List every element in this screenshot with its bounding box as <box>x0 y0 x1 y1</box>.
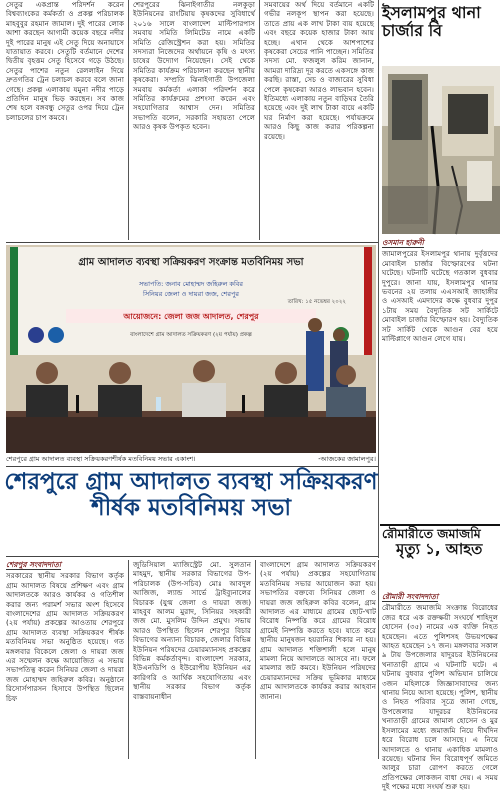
section-divider <box>6 556 378 557</box>
sherpur-column-1-text: সরকারের স্থানীয় সরকার বিভাগ কর্তৃক গ্রাম আদালত বিষয়ে প্রশিক্ষণ এবং গ্রাম আদালতকে আরও কার্যকর ও গতিশীল করার জন্য পরামর্শ সভার অংশ হিসেবে বাংলাদেশের গ্রাম আদালত সক্রিয়করণ (২য় পর্যায়) প্রকল্পের আওতায় শেরপুরে গ্রাম আদালত ব্যবস্থা সক্রিয়করণ শীর্ষক মতবিনিময় সভা অনুষ্ঠিত হয়েছে। গত মঙ্গলবার বিকেলে জেলা ও দায়রা জজ এর সম্মেলন কক্ষে আয়োজিত এ সভায় সভাপতিত্ব করেন সিনিয়র জেলা ও দায়রা জজ মোহাম্মদ জহিরুল কবির। অনুষ্ঠানে রিসোর্সপারসন হিসাবে উপস্থিত ছিলেন চিফ <box>6 571 124 703</box>
sherpur-column-2 <box>133 560 251 759</box>
column-divider <box>255 560 256 759</box>
sherpur-column-1 <box>6 560 124 759</box>
top-article-column-3-text: সমবায়ের অর্থ দিয়ে বর্তমানে একটি গভীর নলকূপ স্থাপন করা হয়েছে। তাতে প্রায় এক লাখ টাকা ব্যয় হয়েছে এবং বছরে কয়েক হাজার টাকা আয় হচ্ছে। এখান থেকে আশপাশের কৃষকেরা সেচের পানি পাচ্ছেন। সমিতির সদস্য মো. ফজলুল করিম জানান, আমরা দারিদ্র্য দূর করতে একসঙ্গে কাজ করছি। রাস্তা, সেচ ও বাজারের সুবিধা পেলে কৃষকেরা আরও লাভবান হবেন। ইতিমধ্যে এলাকায় নতুন বাড়িঘর তৈরি হয়েছে এবং দুই লাখ টাকা ব্যয়ে একটি ঘর নির্মাণ করা হয়েছে। পর্যায়ক্রমে আরও কিছু কাজ করার পরিকল্পনা রয়েছে। <box>264 0 375 141</box>
rowmari-headline <box>382 527 500 589</box>
islampur-author: ওসমান হারুনী <box>382 238 424 247</box>
islampur-body <box>382 238 498 522</box>
rowmari-body <box>382 592 498 792</box>
sherpur-column-3-text: বাংলাদেশে গ্রাম আদালত সক্রিয়করণ (২য় পর্যায়) প্রকল্পের সহযোগিতায় মতবিনিময় সভার আয়োজন করা হয়। সভাপতির বক্তব্যে সিনিয়র জেলা ও দায়রা জজ জহিরুল কবির বলেন, গ্রাম আদালত এর মাধ্যমে গ্রামের ছোট-খাট বিরোধ নিষ্পত্তি করে গ্রামের বিরোধ গ্রামেই নিষ্পত্তি করতে হবে। যাতে করে স্থানীয় মানুষজন হয়রানির শিকার না হয়। গ্রাম আদালত শক্তিশালী হলে মানুষ মামলা নিয়ে আদালতে আসবে না। ফলে মামলার জট কমবে। ইউনিয়ন পরিষদের চেয়ারম্যানদের সক্রিয় ভূমিকার মাধ্যমে গ্রাম আদালতকে কার্যকর করার আহবান জানান। <box>260 560 376 701</box>
islampur-body-text: জামালপুরের ইসলামপুর থানায় দুর্বৃত্তদের মোবাইল চার্জার বিস্ফোরণের ঘটনা ঘটেছে। ঘটনাটি ঘটেছে গতকাল বুধবার দুপুরে। জানা যায়, ইসলামপুর থানার ভবনের ২য় তলায় এএসআই জাহাঙ্গীর ও এসআই এমদাদের কক্ষে বুধবার দুপুর ১টায় সময় বৈদ্যুতিক সট সার্কিটে মোবাইল চার্জার বিস্ফোরণ হয়। বৈদ্যুতিক সট সার্কিট থেকে আগুন বের হয়ে মাল্টিপ্লাগে আগুন লেগে যায়। <box>382 249 498 344</box>
section-divider <box>6 242 378 243</box>
islampur-headline: ইসলামপুর থানা চার্জার বি <box>382 3 481 40</box>
sherpur-author: শেরপুর সংবাদদাতা <box>6 560 62 569</box>
sherpur-column-2-text: জুডিসিয়াল ম্যাজিস্ট্রেট মো. সুলতান মাহমুদ, স্থানীয় সরকার বিভাগের উপ-পরিচালক (উপ-সচিব) মোঃ আবদুল আজিজ, ল্যান্ড সার্ভে ট্রাইব্যুনালের বিচারক (যুগ্ম জেলা ও দায়রা জজ) মাহবুব আলম মুরাদ, সিনিয়র সহকারী জজ মো. মুসলিম উদ্দিন প্রমুখ। সভায় আরও উপস্থিত ছিলেন শেরপুর বিচার বিভাগের অন্যান্য বিচারক, জেলার বিভিন্ন ইউনিয়ন পরিষদের চেয়ারম্যানসহ প্রকল্পের বিভিন্ন কর্মকর্তাবৃন্দ। বাংলাদেশ সরকার, ইউএনডিপি ও ইউরোপীয় ইউনিয়ন এর কারিগরি ও আর্থিক সহযোগিতায় এবং স্থানীয় সরকার বিভাগ কর্তৃক বাস্তবায়নাধীন <box>133 560 251 701</box>
banner-organizer: আয়োজনে: জেলা জজ আদালত, শেরপুর <box>123 312 259 321</box>
banner-chair: সভাপতি: জনাব মোহাম্মদ জহিরুল কবির <box>138 280 244 288</box>
photo-caption <box>6 455 376 464</box>
banner-chair-title: সিনিয়র জেলা ও দায়রা জজ, শেরপুর <box>143 290 239 298</box>
rowmari-body-text: রৌমারীতে জমাজমি সংক্রান্ত বিরোধের জের ধরে এক রক্তক্ষয়ী সংঘর্ষে শাহিদুল হোসেন (৩৫) নামের এক ব্যক্তি নিহত হয়েছেন। এতে পুলিশসহ উভয়পক্ষের আহত হয়েছেন ১৭ জন। মঙ্গলবার সকাল ৯ টায় উপজেলার যাদুরচর ইউনিয়নের খনাতাড়ী গ্রামে এ ঘটনাটি ঘটে। এ ঘটনায় বুধবার পুলিশ অভিযান চালিয়ে ৩জন মহিলাকে জিজ্ঞাসাবাদের জন্য থানায় নিয়ে আসা হয়েছে। পুলিশ, স্থানীয় ও নিহত পরিবার সূত্রে জানা গেছে, উপজেলার যাদুরচর ইউনিয়নের খনাতাড়ী গ্রামের জামাল হোসেন ও মুর ইসলামের মধ্যে জমাজমি নিয়ে দীর্ঘদিন ধরে বিরোধ চলে আসছে। এ নিয়ে আদালতে ও থানায় একাধিক মামলাও রয়েছে। ঘটনার দিন বিরোধপূর্ণ জমিতে আলুর চারা রোপণ করতে গেলে প্রতিপক্ষের লোকজন বাধা দেয়। এ সময় দুই পক্ষের মধ্যে সংঘর্ষ শুরু হয়। <box>382 603 498 792</box>
banner-project: বাংলাদেশে গ্রাম আদালত সক্রিয়করণ (২য় পর্যায়) প্রকল্প <box>130 332 252 338</box>
banner-title: গ্রাম আদালত ব্যবস্থা সক্রিয়করণ সংক্রান্ত মতবিনিময় সভা <box>78 257 304 268</box>
photo-caption-text: শেরপুরে গ্রাম আদালত ব্যবস্থা সক্রিয়করণশীর্ষক মতবিনিময় সভার একাংশ। <box>6 455 196 463</box>
column-divider <box>378 560 379 759</box>
photo-credit: -আজকের জামালপুর। <box>318 455 376 463</box>
top-article-column-2 <box>133 0 255 240</box>
sherpur-headline-line-2: শীর্ষক মতবিনিময় সভা <box>90 494 291 521</box>
top-article-column-2-text: শেরপুরের ঝিনাইগাতীর নলকুড়া ইউনিয়নের রাংটিয়ায় কৃষকদের সুবিধার্থে ২০১৬ সালে বাংলাদেশ মাল্টিপারপাস সমবায় সমিতি লিমিটেড নামে একটি সমিতি রেজিস্ট্রেশন করা হয়। সমিতির সদস্যরা নিজেদের অর্থায়নে কৃষি ও মৎস্য চাষের উদ্যোগ নিয়েছেন। সেই থেকে সমিতির কার্যক্রম পরিচালনা করছেন স্থানীয় কৃষকেরা। সম্প্রতি ঝিনাইগাতী উপজেলা সমবায় কর্মকর্তা এলাকা পরিদর্শন করে সমিতির কার্যক্রমের প্রশংসা করেন এবং সহযোগিতার আশ্বাস দেন। সমিতির সভাপতি বলেন, সরকারি সহায়তা পেলে আরও কৃষক উপকৃত হবেন। <box>133 0 255 132</box>
sherpur-headline <box>4 470 378 556</box>
section-divider <box>6 466 378 467</box>
top-article-column-1 <box>6 0 124 240</box>
sherpur-meeting-photo <box>6 245 376 453</box>
islampur-photo <box>382 66 500 234</box>
column-divider <box>128 0 129 240</box>
column-divider <box>259 0 260 240</box>
column-divider <box>128 560 129 759</box>
top-article-column-1-text: সেতুর একপ্রান্ত পরিদর্শন করেন বিশ্বব্যাংকের কর্মকর্তা ও প্রকল্প পরিচালক মাহবুবুর রহমান জামাল। দুই পারের লোক আশা করছেন আগামী কয়েক বছরে নদীর দুই পারের মানুষ এই সেতু দিয়ে অনায়াসে যাতায়াত করবে। সেতুটি বর্তমানে দেশের দ্বিতীয় বৃহত্তম সেতু হিসেবে গড়ে উঠছে। সেতুর পাশের নতুন রেললাইন দিয়ে দ্রুতগতির ট্রেন চলাচল করবে বলে জানা গেছে। প্রকল্প এলাকায় যমুনা নদীর পাড়ে প্রতিদিন মানুষ ভিড় করছেন। সব কাজ শেষ হলে বঙ্গবন্ধু সেতুর ওপর দিয়ে ট্রেন চলাচলের চাপ কমবে। <box>6 0 124 122</box>
top-article-column-3 <box>264 0 374 240</box>
rowmari-headline-line-2: মৃত্যু ১, আহত <box>396 540 483 558</box>
sherpur-column-3 <box>260 560 376 759</box>
sherpur-headline-line-1: শেরপুরে গ্রাম আদালত ব্যবস্থা সক্রিয়করণ <box>4 469 378 495</box>
banner-date: তারিখ: ১৫ নভেম্বর ২০২২ <box>287 299 346 305</box>
rowmari-author: রৌমারী সংবাদদাতা <box>382 592 439 601</box>
rowmari-headline-line-1: রৌমারীতে জমাজমি <box>382 526 481 541</box>
column-divider <box>378 0 379 558</box>
